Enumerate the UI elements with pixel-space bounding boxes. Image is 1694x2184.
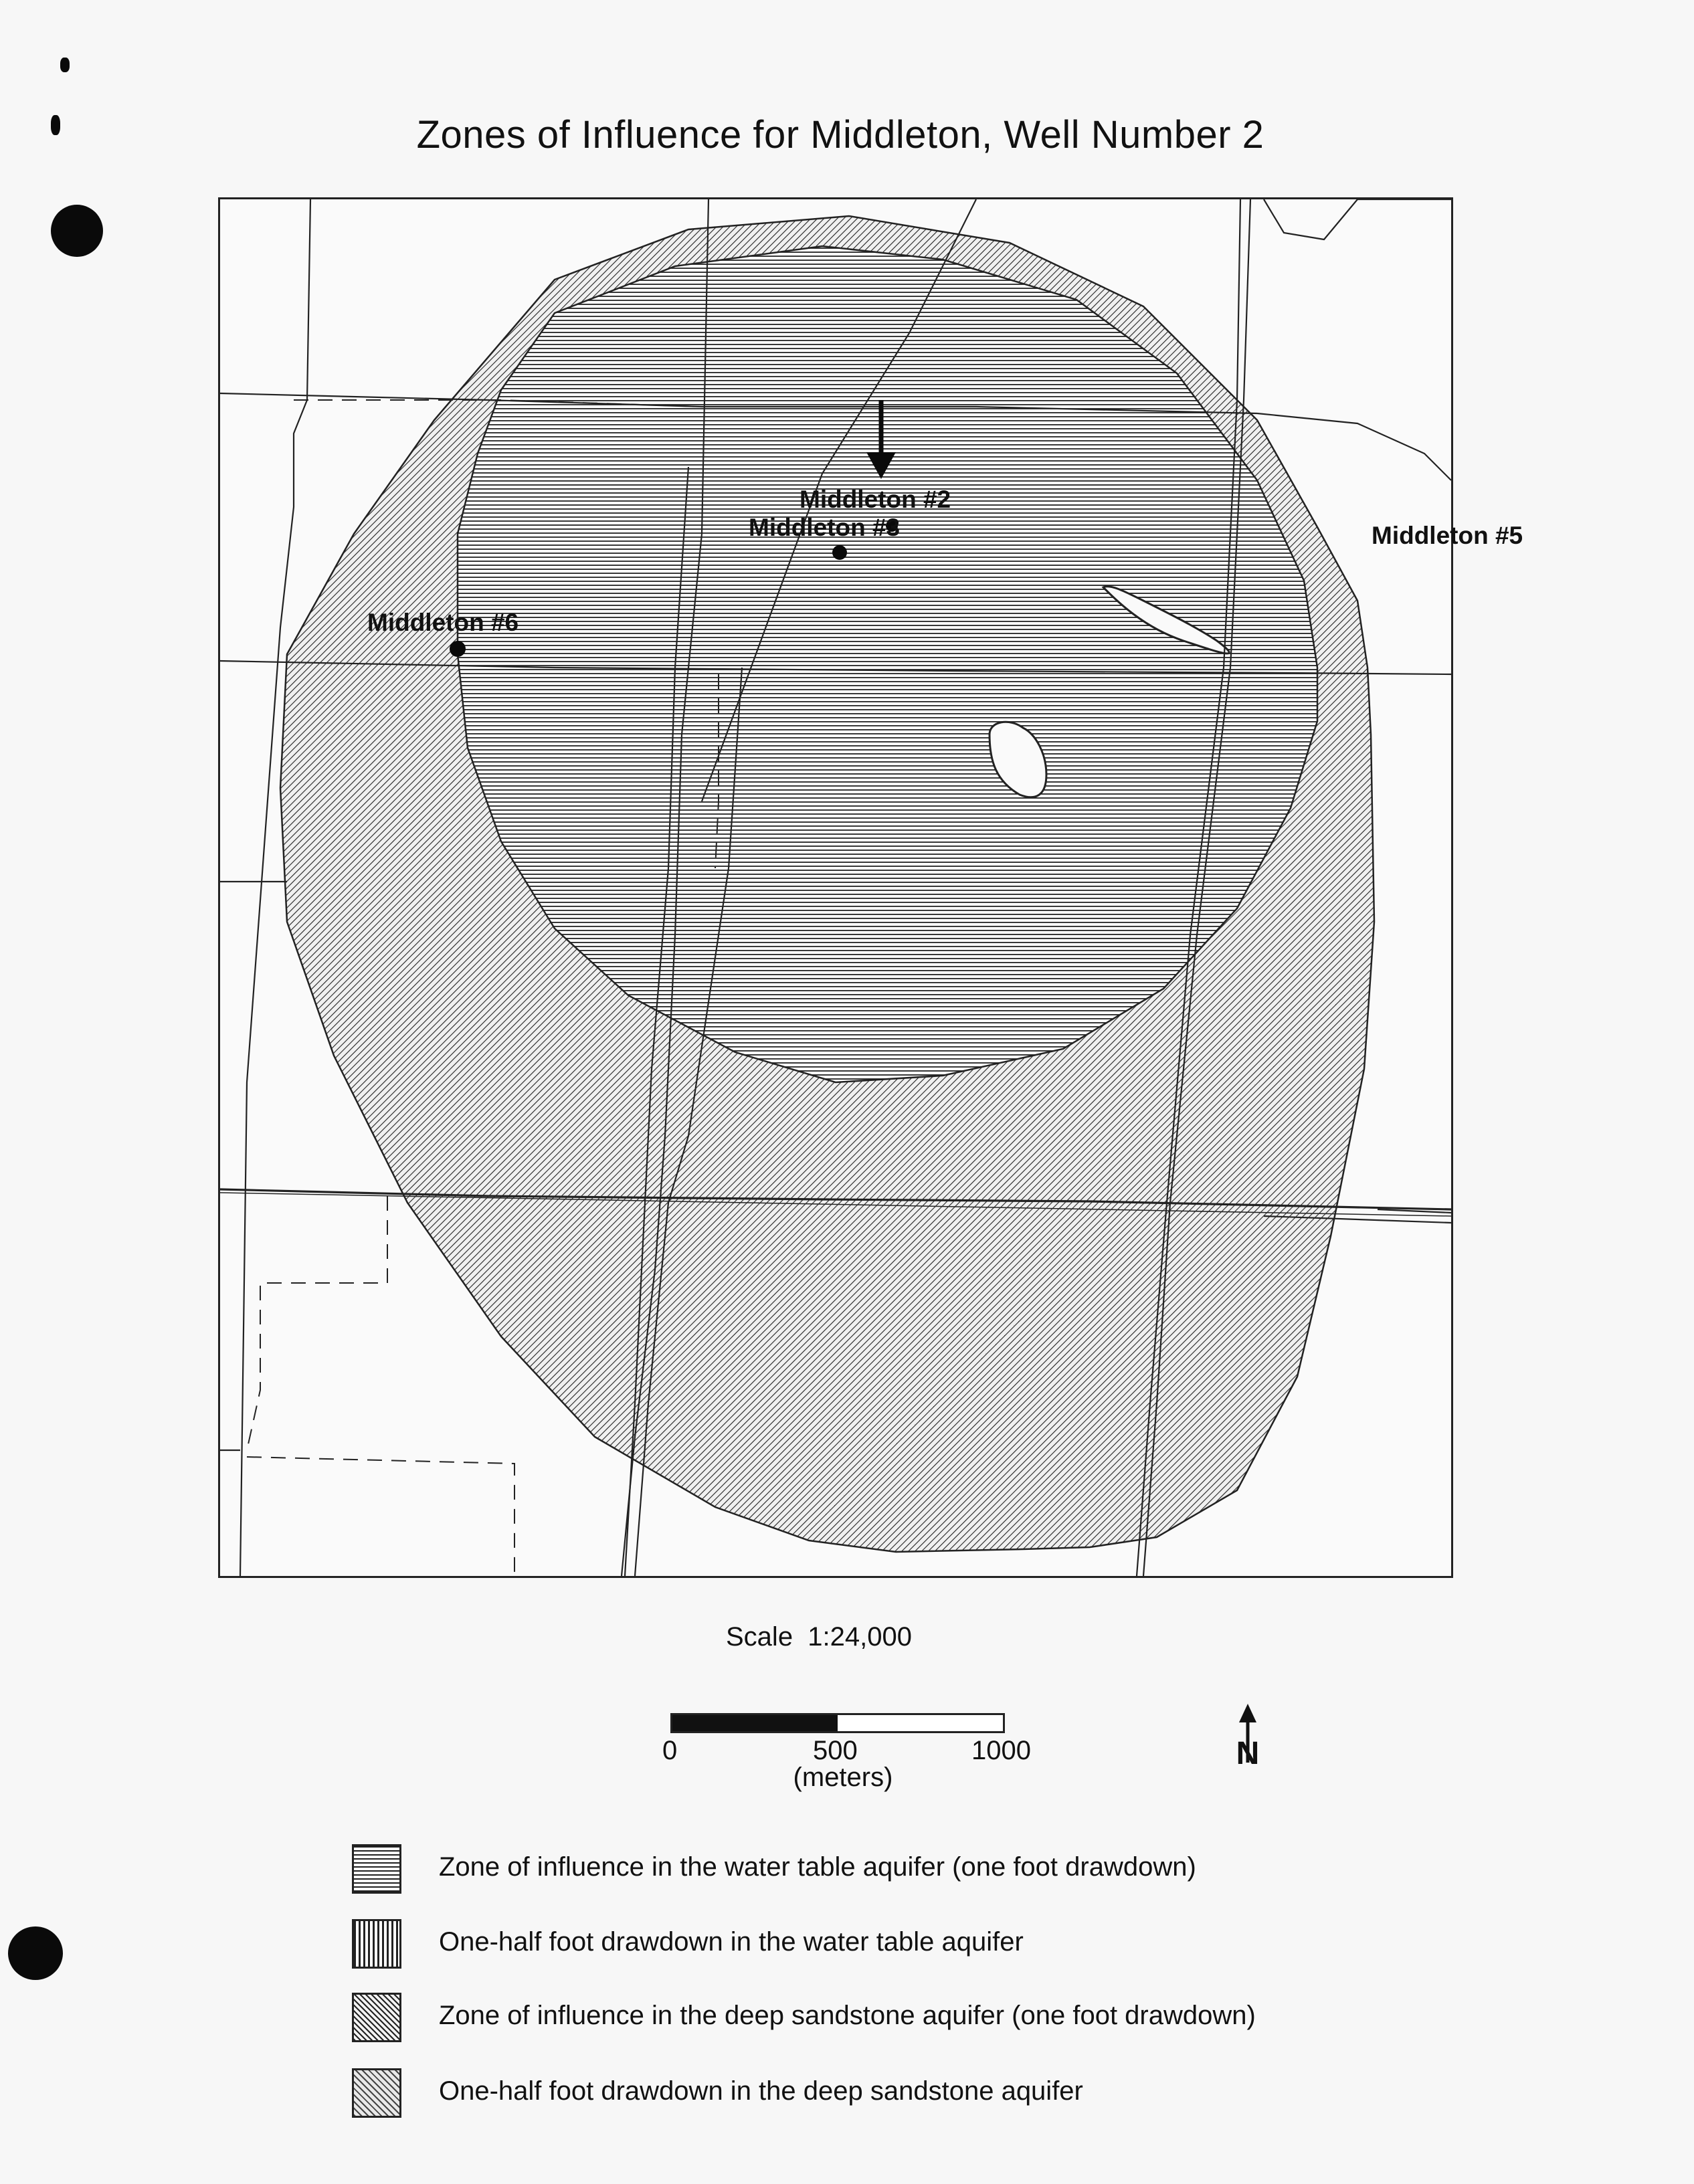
north-arrow-icon [1224, 1702, 1271, 1769]
punch-hole-top [51, 205, 103, 257]
scale-units: (meters) [793, 1763, 893, 1792]
scale-tick-1000: 1000 [971, 1736, 1031, 1765]
legend-label: Zone of influence in the water table aquifer (one foot drawdown) [439, 1852, 1196, 1882]
well-3-point [832, 545, 847, 560]
legend-label: One-half foot drawdown in the deep sandstone aquifer [439, 2076, 1083, 2106]
map-frame [218, 197, 1453, 1578]
diagonal-hatch-swatch [352, 1993, 401, 2042]
map-title: Zones of Influence for Middleton, Well Number 2 [416, 113, 1264, 157]
stray-mark [60, 58, 70, 72]
scale-tick-0: 0 [662, 1736, 678, 1765]
legend-label: One-half foot drawdown in the water table aquifer [439, 1927, 1024, 1957]
well-label-6: Middleton #6 [367, 609, 519, 636]
vertical-hatch-swatch [352, 1919, 401, 1969]
well-label-5: Middleton #5 [1372, 522, 1523, 549]
punch-hole-bottom [8, 1926, 63, 1980]
well-6-point [450, 641, 466, 657]
diagonal-hatch-light-swatch [352, 2068, 401, 2118]
map-canvas [220, 199, 1451, 1576]
legend-label: Zone of influence in the deep sandstone aquifer (one foot drawdown) [439, 2001, 1256, 2030]
well-label-3: Middleton #3 [749, 514, 901, 541]
svg-text:N: N [1236, 1736, 1260, 1769]
scale-tick-500: 500 [813, 1736, 858, 1765]
horizontal-hatch-swatch [352, 1844, 401, 1894]
scale-bar [670, 1713, 1005, 1733]
scale-text: Scale 1:24,000 [726, 1622, 912, 1652]
well-label-2: Middleton #2 [799, 486, 951, 513]
